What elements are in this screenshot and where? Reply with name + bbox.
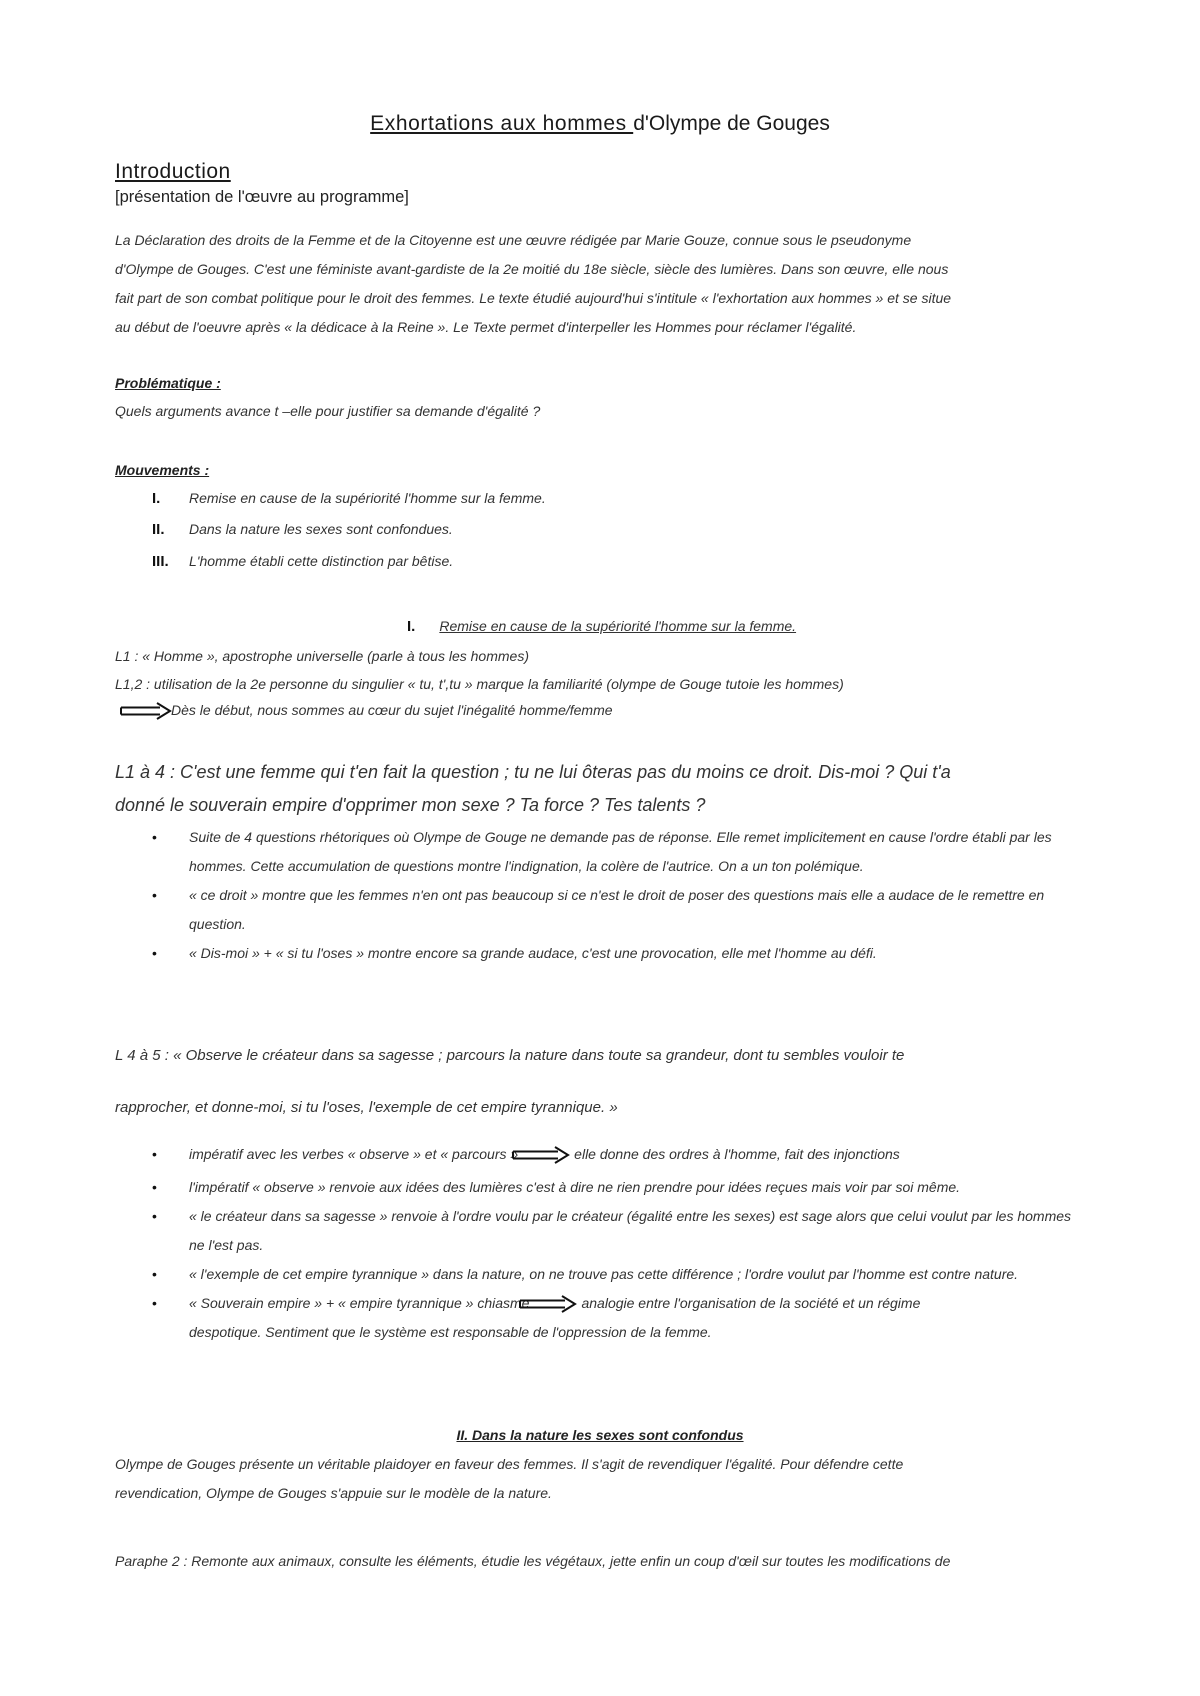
list-item-text: « ce droit » montre que les femmes n'en ont pas beaucoup si ce n'est le droit de poser des questions mais elle a audace de le remettre en question. [189, 887, 1045, 932]
note-line: L1,2 : utilisation de la 2e personne du singulier « tu, t',tu » marque la familiarité (olympe de Gouge tutoie les hommes) [115, 676, 844, 692]
intro-line: La Déclaration des droits de la Femme et de la Citoyenne est une œuvre rédigée par Marie Gouze, connue sous le pseudonyme [115, 232, 912, 248]
list-item-text: « l'exemple de cet empire tyrannique » dans la nature, on ne trouve pas cette différence ; l'ordre voulut par l'homme est contre nature. [189, 1266, 1019, 1282]
problematique-label: Problématique : [115, 375, 221, 391]
bullet-icon: • [152, 1295, 157, 1311]
list-item [150, 1140, 1090, 1169]
bullet-icon: • [152, 1179, 157, 1195]
quote-2-line: rapprocher, et donne-moi, si tu l'oses, l'exemple de cet empire tyrannique. » [115, 1099, 618, 1116]
list-item-text: elle donne des ordres à l'homme, fait des injonctions [574, 1146, 900, 1162]
section-2-heading: II. Dans la nature les sexes sont confondus [456, 1427, 744, 1443]
list-item-text: « le créateur dans sa sagesse » renvoie à l'ordre voulu par le créateur (égalité entre les sexes) est sage alors que celui voulut par les hommes ne l'est pas. [189, 1208, 1072, 1253]
list-item-text: Suite de 4 questions rhétoriques où Olympe de Gouge ne demande pas de réponse. Elle remet implicitement en cause l'ordre établi par les hommes. Cette accumulation de questions montre l'indignation, la colère de l'autrice. On a un ton polémique. [189, 829, 1052, 874]
mouvements-label: Mouvements : [115, 462, 210, 478]
title-underlined: Exhortations aux hommes [370, 112, 634, 135]
bullet-icon: • [152, 887, 157, 903]
bullet-icon: • [152, 829, 157, 845]
bullet-icon: • [152, 945, 157, 961]
list-item [150, 1260, 1090, 1289]
list-item [150, 881, 1090, 939]
intro-line: fait part de son combat politique pour le droit des femmes. Le texte étudié aujourd'hui s'intitule « l'exhortation aux hommes » et se situe [115, 290, 952, 306]
list-item [150, 1173, 1090, 1202]
double-arrow-icon [120, 702, 172, 720]
list-item-text: despotique. Sentiment que le système est responsable de l'oppression de la femme. [189, 1324, 712, 1340]
note-line: L1 : « Homme », apostrophe universelle (parle à tous les hommes) [115, 648, 529, 664]
intro-line: au début de l'oeuvre après « la dédicace à la Reine ». Le Texte permet d'interpeller les Hommes pour réclamer l'égalité. [115, 319, 857, 335]
list-item [150, 823, 1090, 881]
intro-heading: Introduction [115, 160, 231, 183]
paraphe-2: Paraphe 2 : Remonte aux animaux, consulte les éléments, étudie les végétaux, jette enfin un coup d'œil sur toutes les modifications de [115, 1553, 951, 1569]
list-item [150, 1289, 1090, 1347]
list-item-text: « Dis-moi » + « si tu l'oses » montre encore sa grande audace, c'est une provocation, elle met l'homme au défi. [189, 945, 877, 961]
section-2-line: revendication, Olympe de Gouges s'appuie sur le modèle de la nature. [115, 1485, 552, 1501]
page-title [0, 112, 1200, 136]
double-arrow-icon [519, 1295, 577, 1313]
list-item-text: « Souverain empire » + « empire tyrannique » chiasme [189, 1295, 530, 1311]
list-item [150, 939, 1090, 968]
section-2-paragraph [115, 1450, 1095, 1508]
title-rest: d'Olympe de Gouges [633, 112, 830, 135]
problematique-text: Quels arguments avance t –elle pour justifier sa demande d'égalité ? [115, 403, 541, 419]
mouvement-item [152, 521, 453, 538]
mouvement-text: Dans la nature les sexes sont confondues. [189, 521, 453, 537]
mouvement-text: Remise en cause de la supériorité l'homme sur la femme. [189, 490, 546, 506]
mouvement-item [152, 490, 546, 507]
intro-line: d'Olympe de Gouges. C'est une féministe avant-gardiste de la 2e moitié du 18e siècle, siècle des lumières. Dans son œuvre, elle nous [115, 261, 949, 277]
section-2-line: Olympe de Gouges présente un véritable plaidoyer en faveur des femmes. Il s'agit de revendiquer l'égalité. Pour défendre cette [115, 1456, 904, 1472]
double-arrow-icon [512, 1146, 570, 1164]
mouvement-number: I. [152, 490, 161, 507]
mouvement-item [152, 553, 453, 570]
list-item-text: l'impératif « observe » renvoie aux idées des lumières c'est à dire ne rien prendre pour idées reçues mais voir par soi même. [189, 1179, 961, 1195]
arrow-note [120, 702, 613, 720]
bullet-list-1 [150, 823, 1090, 968]
intro-paragraph [115, 226, 1095, 342]
bullet-icon: • [152, 1208, 157, 1224]
intro-subtitle: [présentation de l'œuvre au programme] [115, 188, 409, 206]
arrow-note-text: Dès le début, nous sommes au cœur du sujet l'inégalité homme/femme [171, 702, 613, 718]
quote-1 [115, 756, 1115, 822]
bullet-icon: • [152, 1266, 157, 1282]
quote-1-line: L1 à 4 : C'est une femme qui t'en fait la question ; tu ne lui ôteras pas du moins ce droit. Dis-moi ? Qui t'a [115, 762, 951, 782]
mouvement-number: III. [152, 553, 169, 570]
mouvement-number: II. [152, 521, 165, 538]
list-item [150, 1202, 1090, 1260]
mouvement-text: L'homme établi cette distinction par bêtise. [189, 553, 454, 569]
list-item-text: analogie entre l'organisation de la société et un régime [581, 1295, 921, 1311]
section-1-number: I. [407, 618, 416, 635]
section-1-heading [407, 618, 796, 635]
quote-2-line: L 4 à 5 : « Observe le créateur dans sa sagesse ; parcours la nature dans toute sa grandeur, dont tu sembles vouloir te [115, 1047, 905, 1064]
list-item-text: impératif avec les verbes « observe » et « parcours » [189, 1146, 519, 1162]
section-1-title: Remise en cause de la supériorité l'homme sur la femme. [439, 618, 797, 634]
quote-1-line: donné le souverain empire d'opprimer mon sexe ? Ta force ? Tes talents ? [115, 795, 706, 815]
bullet-icon: • [152, 1146, 157, 1162]
bullet-list-2 [150, 1140, 1090, 1347]
